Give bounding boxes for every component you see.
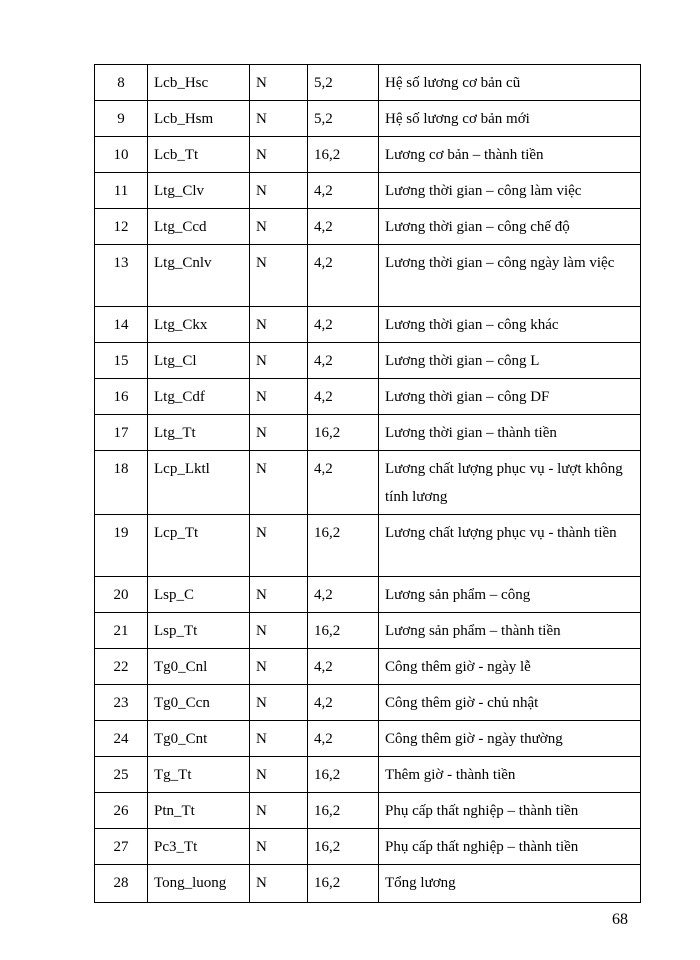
row-number: 12 xyxy=(95,209,148,245)
field-size: 4,2 xyxy=(308,173,379,209)
table-row xyxy=(95,685,641,721)
field-size: 4,2 xyxy=(308,379,379,415)
field-name: Lsp_C xyxy=(148,577,250,613)
page-number: 68 xyxy=(612,911,628,928)
field-description: Thêm giờ - thành tiền xyxy=(379,757,641,793)
field-description: Lương thời gian – công khác xyxy=(379,307,641,343)
table-row xyxy=(95,865,641,903)
field-size: 16,2 xyxy=(308,757,379,793)
field-size: 16,2 xyxy=(308,829,379,865)
row-number: 26 xyxy=(95,793,148,829)
row-number: 17 xyxy=(95,415,148,451)
row-number: 23 xyxy=(95,685,148,721)
field-type: N xyxy=(250,577,308,613)
table-row xyxy=(95,137,641,173)
table-row xyxy=(95,721,641,757)
field-type: N xyxy=(250,515,308,577)
field-description: Lương thời gian – công làm việc xyxy=(379,173,641,209)
field-size: 16,2 xyxy=(308,613,379,649)
field-description: Công thêm giờ - ngày lễ xyxy=(379,649,641,685)
field-name: Ltg_Ccd xyxy=(148,209,250,245)
field-size: 4,2 xyxy=(308,649,379,685)
row-number: 9 xyxy=(95,101,148,137)
field-size: 5,2 xyxy=(308,65,379,101)
field-size: 5,2 xyxy=(308,101,379,137)
field-name: Ltg_Cdf xyxy=(148,379,250,415)
field-size: 16,2 xyxy=(308,415,379,451)
field-name: Ltg_Ckx xyxy=(148,307,250,343)
field-type: N xyxy=(250,721,308,757)
field-name: Ltg_Tt xyxy=(148,415,250,451)
field-type: N xyxy=(250,209,308,245)
field-size: 16,2 xyxy=(308,865,379,903)
field-type: N xyxy=(250,415,308,451)
field-type: N xyxy=(250,865,308,903)
field-description: Lương thời gian – công chế độ xyxy=(379,209,641,245)
field-description: Phụ cấp thất nghiệp – thành tiền xyxy=(379,829,641,865)
field-description: Lương thời gian – thành tiền xyxy=(379,415,641,451)
table-row xyxy=(95,343,641,379)
table-row xyxy=(95,245,641,307)
field-description: Hệ số lương cơ bản mới xyxy=(379,101,641,137)
field-type: N xyxy=(250,137,308,173)
field-description: Lương sản phẩm – thành tiền xyxy=(379,613,641,649)
row-number: 14 xyxy=(95,307,148,343)
row-number: 25 xyxy=(95,757,148,793)
field-description: Hệ số lương cơ bản cũ xyxy=(379,65,641,101)
table-row xyxy=(95,65,641,101)
field-name: Tg_Tt xyxy=(148,757,250,793)
field-name: Ptn_Tt xyxy=(148,793,250,829)
field-name: Pc3_Tt xyxy=(148,829,250,865)
table-row xyxy=(95,649,641,685)
field-name: Tg0_Cnt xyxy=(148,721,250,757)
field-description: Lương thời gian – công ngày làm việc xyxy=(379,245,641,307)
field-description: Phụ cấp thất nghiệp – thành tiền xyxy=(379,793,641,829)
field-rows xyxy=(95,65,641,903)
table-row xyxy=(95,829,641,865)
field-name: Lcb_Tt xyxy=(148,137,250,173)
field-description: Lương thời gian – công L xyxy=(379,343,641,379)
field-name: Lcp_Lktl xyxy=(148,451,250,515)
row-number: 15 xyxy=(95,343,148,379)
row-number: 13 xyxy=(95,245,148,307)
field-size: 16,2 xyxy=(308,137,379,173)
field-size: 4,2 xyxy=(308,307,379,343)
field-description: Lương chất lượng phục vụ - lượt không tính lương xyxy=(379,451,641,515)
field-size: 4,2 xyxy=(308,685,379,721)
row-number: 11 xyxy=(95,173,148,209)
field-description: Công thêm giờ - ngày thường xyxy=(379,721,641,757)
field-name: Tg0_Cnl xyxy=(148,649,250,685)
field-type: N xyxy=(250,173,308,209)
field-type: N xyxy=(250,307,308,343)
table-row xyxy=(95,101,641,137)
field-type: N xyxy=(250,757,308,793)
row-number: 10 xyxy=(95,137,148,173)
field-description: Công thêm giờ - chủ nhật xyxy=(379,685,641,721)
row-number: 22 xyxy=(95,649,148,685)
table-row xyxy=(95,379,641,415)
field-table xyxy=(94,64,641,903)
table-row xyxy=(95,173,641,209)
field-name: Tg0_Ccn xyxy=(148,685,250,721)
field-type: N xyxy=(250,343,308,379)
field-type: N xyxy=(250,793,308,829)
field-size: 4,2 xyxy=(308,343,379,379)
row-number: 16 xyxy=(95,379,148,415)
field-size: 4,2 xyxy=(308,245,379,307)
field-type: N xyxy=(250,379,308,415)
field-type: N xyxy=(250,649,308,685)
field-name: Lsp_Tt xyxy=(148,613,250,649)
table-row xyxy=(95,577,641,613)
table-row xyxy=(95,209,641,245)
table-row xyxy=(95,515,641,577)
table-row xyxy=(95,757,641,793)
field-size: 4,2 xyxy=(308,721,379,757)
field-size: 4,2 xyxy=(308,577,379,613)
field-type: N xyxy=(250,451,308,515)
row-number: 24 xyxy=(95,721,148,757)
table-row xyxy=(95,415,641,451)
field-name: Lcp_Tt xyxy=(148,515,250,577)
field-name: Ltg_Clv xyxy=(148,173,250,209)
field-type: N xyxy=(250,65,308,101)
field-type: N xyxy=(250,829,308,865)
field-size: 4,2 xyxy=(308,451,379,515)
row-number: 19 xyxy=(95,515,148,577)
field-type: N xyxy=(250,245,308,307)
table-row xyxy=(95,307,641,343)
field-size: 4,2 xyxy=(308,209,379,245)
field-size: 16,2 xyxy=(308,515,379,577)
row-number: 28 xyxy=(95,865,148,903)
field-name: Ltg_Cl xyxy=(148,343,250,379)
field-size: 16,2 xyxy=(308,793,379,829)
field-description: Lương chất lượng phục vụ - thành tiền xyxy=(379,515,641,577)
row-number: 20 xyxy=(95,577,148,613)
table-row xyxy=(95,451,641,515)
row-number: 8 xyxy=(95,65,148,101)
table-row xyxy=(95,613,641,649)
field-description: Lương cơ bản – thành tiền xyxy=(379,137,641,173)
field-description: Lương thời gian – công DF xyxy=(379,379,641,415)
field-type: N xyxy=(250,685,308,721)
field-name: Lcb_Hsc xyxy=(148,65,250,101)
field-type: N xyxy=(250,613,308,649)
row-number: 18 xyxy=(95,451,148,515)
row-number: 21 xyxy=(95,613,148,649)
field-name: Lcb_Hsm xyxy=(148,101,250,137)
row-number: 27 xyxy=(95,829,148,865)
table-row xyxy=(95,793,641,829)
field-name: Ltg_Cnlv xyxy=(148,245,250,307)
field-description: Lương sản phẩm – công xyxy=(379,577,641,613)
field-type: N xyxy=(250,101,308,137)
field-description: Tổng lương xyxy=(379,865,641,903)
field-name: Tong_luong xyxy=(148,865,250,903)
